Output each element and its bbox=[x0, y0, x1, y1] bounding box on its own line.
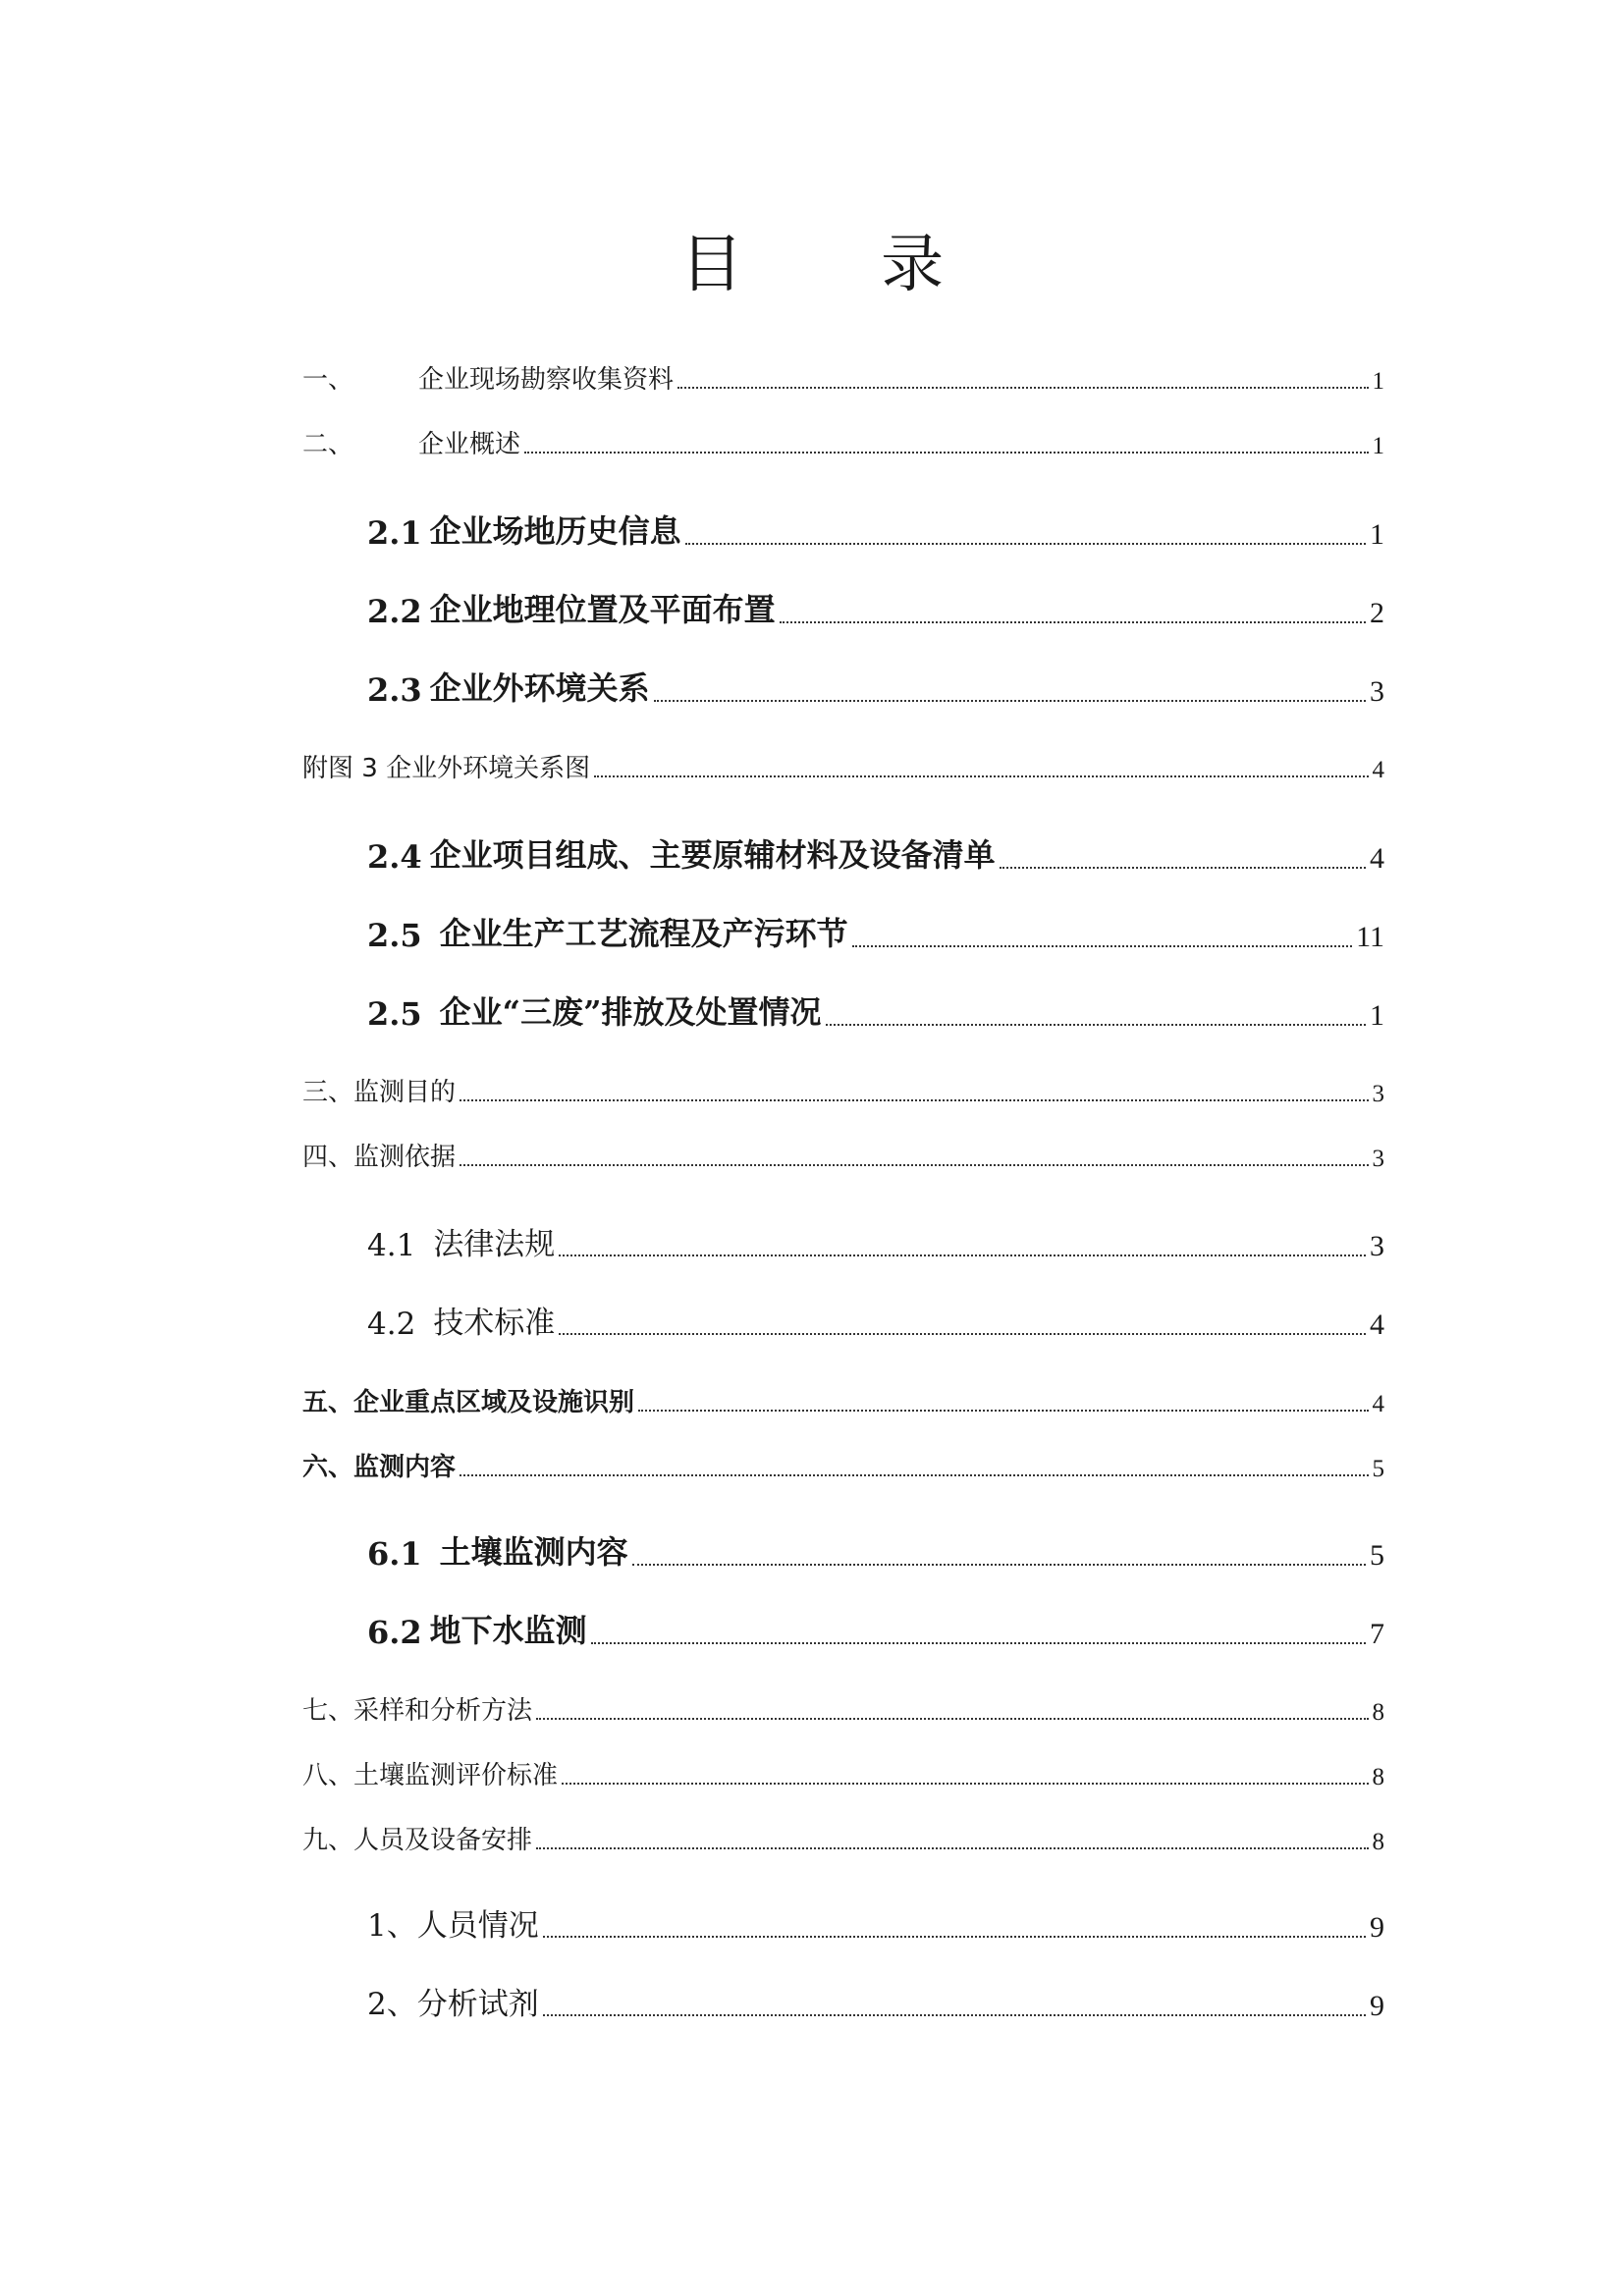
toc-leader-dots bbox=[559, 1332, 1366, 1335]
toc-entry-label: 企业场地历史信息 bbox=[429, 512, 681, 550]
toc-entry-page: 3 bbox=[1372, 1081, 1384, 1107]
toc-entry-page: 1 bbox=[1370, 518, 1384, 551]
toc-entry-page: 5 bbox=[1372, 1456, 1384, 1482]
toc-entry-label: 七、采样和分析方法 bbox=[302, 1696, 533, 1726]
toc-leader-dots bbox=[460, 1473, 1368, 1476]
toc-leader-dots bbox=[632, 1563, 1366, 1566]
toc-entry-label: 企业现场勘察收集资料 bbox=[418, 365, 675, 395]
toc-entry-page: 4 bbox=[1370, 842, 1384, 875]
toc-leader-dots bbox=[654, 699, 1366, 702]
toc-entry-number: 4.2 bbox=[367, 1307, 416, 1342]
toc-entry[interactable] bbox=[302, 1382, 1384, 1418]
toc-entry-page: 9 bbox=[1370, 1990, 1384, 2022]
toc-leader-dots bbox=[826, 1023, 1367, 1026]
toc-entry[interactable] bbox=[367, 664, 1384, 709]
toc-entry[interactable] bbox=[302, 748, 1384, 784]
toc-entry-label: 附图 3 企业外环境关系图 bbox=[302, 754, 591, 783]
toc-entry[interactable] bbox=[367, 1298, 1384, 1342]
toc-entry-page: 11 bbox=[1356, 921, 1384, 953]
toc-entry-page: 8 bbox=[1372, 1829, 1384, 1855]
toc-entry[interactable] bbox=[302, 1755, 1384, 1791]
toc-entry-page: 2 bbox=[1370, 597, 1384, 629]
toc-entry[interactable] bbox=[302, 1137, 1384, 1173]
toc-entry-label: 1、人员情况 bbox=[367, 1908, 539, 1944]
toc-entry[interactable] bbox=[367, 585, 1384, 630]
toc-entry-number: 2.4 bbox=[367, 838, 422, 876]
toc-entry[interactable] bbox=[302, 424, 1384, 460]
toc-entry[interactable] bbox=[367, 507, 1384, 552]
toc-entry-label: 技术标准 bbox=[433, 1306, 556, 1341]
toc-entry-page: 9 bbox=[1370, 1911, 1384, 1944]
toc-entry[interactable] bbox=[367, 1219, 1384, 1263]
toc-entry[interactable] bbox=[367, 1900, 1384, 1945]
toc-leader-dots bbox=[677, 386, 1368, 389]
toc-entry-number: 2.1 bbox=[367, 514, 422, 552]
toc-entry-number: 2.5 bbox=[367, 917, 422, 954]
toc-entry-label: 四、监测依据 bbox=[302, 1143, 457, 1172]
toc-entry-label: 2、分析试剂 bbox=[367, 1987, 539, 2022]
toc-entry[interactable] bbox=[367, 1606, 1384, 1651]
toc-leader-dots bbox=[780, 620, 1366, 623]
toc-entry-number: 2.2 bbox=[367, 593, 422, 630]
toc-entry-page: 4 bbox=[1372, 1391, 1384, 1417]
toc-entry[interactable] bbox=[302, 359, 1384, 396]
toc-leader-dots bbox=[460, 1163, 1368, 1166]
toc-entry-number: 2.5 bbox=[367, 995, 422, 1033]
toc-leader-dots bbox=[536, 1717, 1368, 1720]
toc-leader-dots bbox=[591, 1641, 1366, 1644]
toc-entry[interactable] bbox=[367, 1979, 1384, 2023]
toc-entry-label: 法律法规 bbox=[433, 1227, 556, 1262]
toc-entry-label: 企业项目组成、主要原辅材料及设备清单 bbox=[429, 836, 996, 874]
toc-entry-label: 六、监测内容 bbox=[302, 1453, 457, 1482]
toc-entry-label: 企业地理位置及平面布置 bbox=[429, 591, 776, 628]
toc-leader-dots bbox=[559, 1254, 1366, 1256]
toc-entry-page: 1 bbox=[1370, 999, 1384, 1032]
toc-leader-dots bbox=[460, 1098, 1368, 1101]
toc-entry-page: 7 bbox=[1370, 1618, 1384, 1650]
toc-entry-page: 3 bbox=[1370, 675, 1384, 708]
toc-leader-dots bbox=[852, 944, 1352, 947]
toc-entry-label: 企业生产工艺流程及产污环节 bbox=[439, 915, 848, 952]
toc-entry-number: 一、 bbox=[302, 365, 354, 395]
toc-leader-dots bbox=[524, 451, 1368, 454]
toc-leader-dots bbox=[685, 542, 1366, 545]
toc-entry-page: 8 bbox=[1372, 1699, 1384, 1726]
toc-entry[interactable] bbox=[367, 909, 1384, 954]
toc-entry-page: 3 bbox=[1372, 1146, 1384, 1172]
toc-entry-page: 4 bbox=[1372, 757, 1384, 783]
toc-entry[interactable] bbox=[302, 1072, 1384, 1108]
toc-entry-page: 8 bbox=[1372, 1764, 1384, 1790]
toc-leader-dots bbox=[543, 2013, 1366, 2016]
toc-leader-dots bbox=[638, 1409, 1368, 1412]
toc-entry[interactable] bbox=[367, 988, 1384, 1033]
toc-entry[interactable] bbox=[302, 1820, 1384, 1856]
toc-entry[interactable] bbox=[367, 830, 1384, 876]
toc-entry-label: 八、土壤监测评价标准 bbox=[302, 1761, 559, 1790]
toc-entry-number: 6.1 bbox=[367, 1535, 422, 1573]
toc-entry-page: 4 bbox=[1370, 1308, 1384, 1341]
toc-leader-dots bbox=[543, 1935, 1366, 1938]
toc-entry-page: 1 bbox=[1372, 368, 1384, 395]
toc-entry[interactable] bbox=[302, 1690, 1384, 1727]
toc-entry-label: 九、人员及设备安排 bbox=[302, 1826, 533, 1855]
toc-entry-label: 企业概述 bbox=[418, 430, 521, 459]
toc-entry-page: 3 bbox=[1370, 1230, 1384, 1262]
toc-entry-number: 4.1 bbox=[367, 1228, 416, 1263]
toc-entry-label: 土壤监测内容 bbox=[439, 1533, 628, 1571]
toc-leader-dots bbox=[1000, 866, 1366, 869]
toc-entry-label: 三、监测目的 bbox=[302, 1078, 457, 1107]
toc-entry[interactable] bbox=[302, 1447, 1384, 1483]
toc-entry-number: 6.2 bbox=[367, 1614, 422, 1651]
toc-entry-label: 企业外环境关系 bbox=[429, 669, 650, 707]
toc-entry-page: 5 bbox=[1370, 1539, 1384, 1572]
page-title: 目 录 bbox=[679, 229, 1003, 301]
toc-entry-page: 1 bbox=[1372, 433, 1384, 459]
toc-entry-label: 企业“三废”排放及处置情况 bbox=[439, 993, 822, 1031]
toc-entry-number: 2.3 bbox=[367, 671, 422, 709]
toc-entry[interactable] bbox=[367, 1527, 1384, 1573]
toc-entry-label: 五、企业重点区域及设施识别 bbox=[302, 1388, 635, 1417]
toc-entry-number: 二、 bbox=[302, 430, 354, 459]
toc-leader-dots bbox=[594, 774, 1368, 777]
toc-entry-label: 地下水监测 bbox=[429, 1612, 587, 1649]
toc-leader-dots bbox=[536, 1846, 1368, 1849]
toc-leader-dots bbox=[562, 1782, 1368, 1785]
